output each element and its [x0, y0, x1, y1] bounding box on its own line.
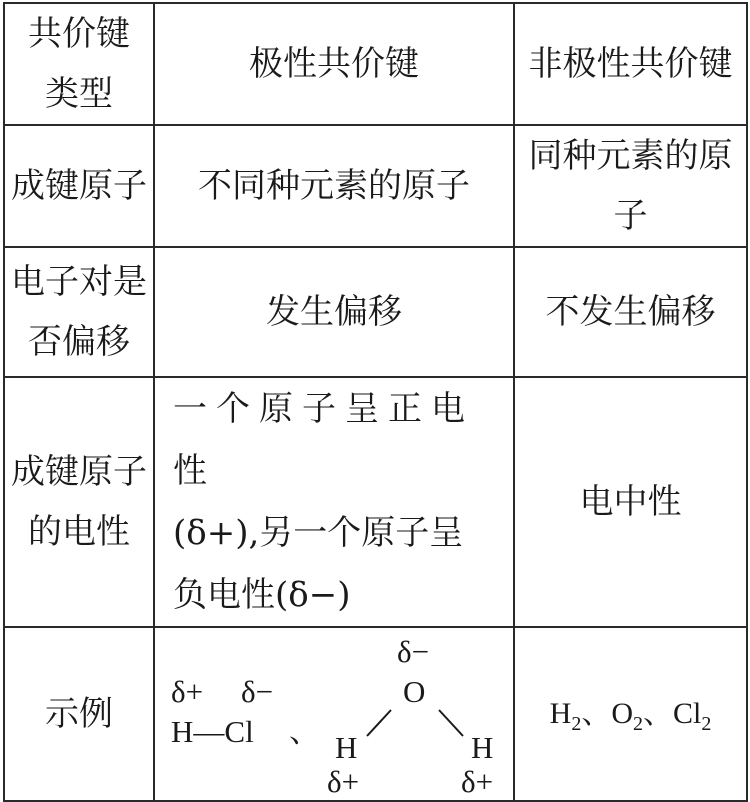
polar-electron-shift: 发生偏移	[154, 247, 514, 377]
nonpolar-example-cl2: $Cl_2$	[672, 697, 712, 735]
header-cell-polar: 极性共价键	[154, 3, 514, 125]
hcl-charge-h: δ+	[171, 674, 204, 709]
row-label-bonding-atoms: 成键原子	[4, 125, 154, 247]
water-charge-o: δ−	[397, 634, 430, 669]
table-row	[4, 627, 747, 801]
water-charge-h-right: δ+	[461, 764, 494, 799]
nonpolar-example-cell	[514, 627, 747, 801]
nonpolar-electron-shift: 不发生偏移	[514, 247, 747, 377]
hcl-formula: H—Cl	[171, 714, 254, 749]
polar-example-cell	[154, 627, 514, 801]
header-row	[4, 3, 747, 125]
row-label-example: 示例	[4, 627, 154, 801]
row-label-atom-charge-line2: 的电性	[28, 512, 130, 552]
nonpolar-example-h2: $H_2$	[549, 697, 582, 735]
nonpolar-bonding-atoms: 同种元素的原子	[514, 125, 747, 247]
water-o-atom: O	[403, 674, 426, 709]
water-h-right-atom: H	[471, 730, 494, 765]
polar-example-diagram	[155, 628, 513, 800]
water-h-left-atom: H	[335, 730, 358, 765]
header-bond-type-line1: 共价键	[28, 14, 130, 54]
hcl-charge-cl: δ−	[241, 674, 274, 709]
polar-atom-charge-line3: 负电性(δ−)	[173, 575, 351, 615]
example-separator: 、	[289, 714, 320, 749]
covalent-bond-comparison-table	[3, 2, 748, 802]
row-label-atom-charge-line1: 成键原子	[11, 452, 147, 492]
nonpolar-example-o2: $O_2$	[611, 697, 643, 735]
polar-atom-charge	[154, 377, 514, 627]
table-row	[4, 125, 747, 247]
polar-bonding-atoms: 不同种元素的原子	[154, 125, 514, 247]
table-row	[4, 247, 747, 377]
row-label-electron-shift	[4, 247, 154, 377]
header-cell-nonpolar: 非极性共价键	[514, 3, 747, 125]
water-charge-h-left: δ+	[327, 764, 360, 799]
bond-line-o-h-left	[367, 710, 391, 736]
nonpolar-example-sep2: 、	[642, 697, 673, 730]
polar-atom-charge-line2: (δ+),另一个原子呈	[173, 513, 464, 553]
bond-line-o-h-right	[439, 710, 463, 736]
polar-atom-charge-line1: 一个原子呈正电性	[173, 389, 474, 491]
nonpolar-example-sep1: 、	[581, 697, 612, 730]
row-label-electron-shift-line2: 否偏移	[28, 322, 130, 362]
header-cell-bond-type	[4, 3, 154, 125]
row-label-atom-charge	[4, 377, 154, 627]
nonpolar-atom-charge: 电中性	[514, 377, 747, 627]
row-label-electron-shift-line1: 电子对是	[11, 262, 147, 302]
header-bond-type-line2: 类型	[45, 74, 113, 114]
table-row	[4, 377, 747, 627]
